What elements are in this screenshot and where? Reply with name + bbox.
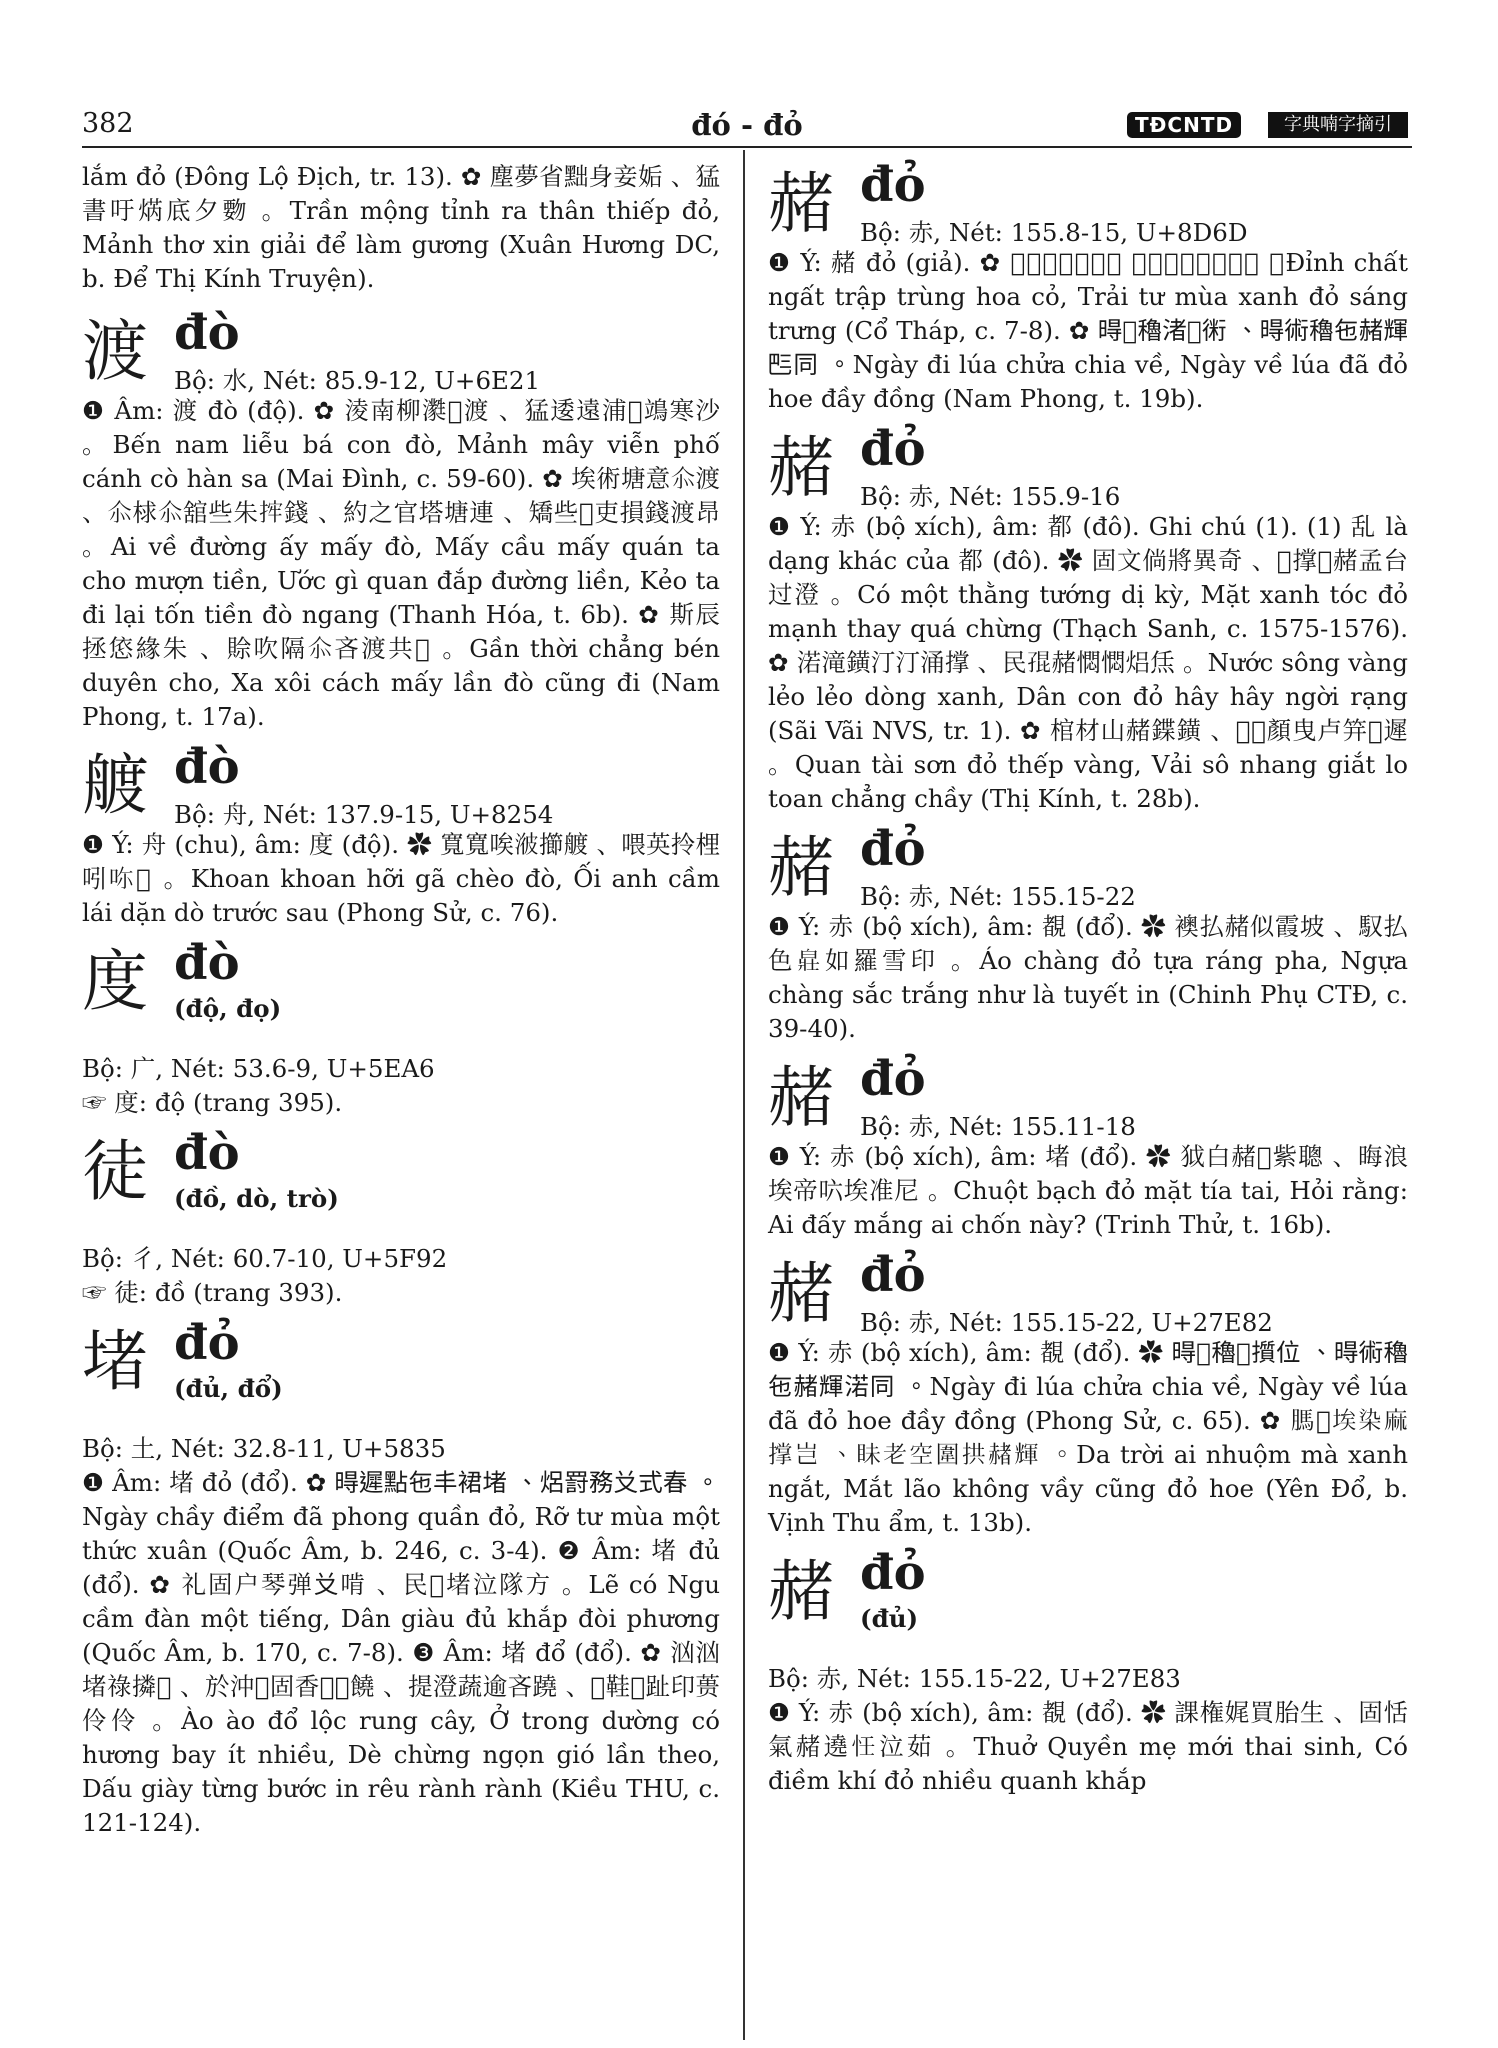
entry-body: ❶ Âm: 渡 đò (độ). ✿ 淩南柳㶋𣘃渡 、猛逶遠浦𦏀鴗寒沙 。Bến nam liễu bá con đò, Mảnh mây viễn phố cánh cò hàn sa (Mai Đình, c. 59-60). ✿ 埃術塘意𠇍渡 、𠇍梂𠇍舘些朱𢭂錢 、約之官塔塘連 、矯些𨖲吏損錢渡昂 。Ai về đường ấy mấy đò, Mấy cầu mấy quán ta cho mượn tiền, Ước gì quan đắp đường liền, Kẻo ta đi lại tốn tiền đò ngang (Thanh Hóa, t. 6b). ✿ 斯辰拯㥋緣朱 、賒吹隔𠇍吝渡共𨖲 。Gần thời chẳng bén duyên cho, Xa xôi cách mấy lần đò cũng đi (Nam Phong, t. 17a). <box>82 396 720 731</box>
running-title: đó - đỏ <box>691 108 803 142</box>
dictionary-entry <box>768 1247 1408 1540</box>
entry-body: ❶ Ý: 赤 (bộ xích), âm: 覩 (đổ). ✿ 𣈜𨖲穭𤃠㩫位 、𣈜術穭㐌赭輝渃同 。Ngày đi lúa chửa chia về, Ngày về lúa đã đỏ hoe đầy đồng (Phong Sử, c. 65). ✿ 𦟐𡗶埃染麻撑岂 、眛老空圍拱赭輝 。Da trời ai nhuộm mà xanh ngắt, Mắt lão không vầy cũng đỏ hoe (Yên Đổ, b. Vịnh Thu ẩm, t. 13b). <box>768 1338 1408 1537</box>
entry-head <box>768 157 1408 247</box>
entry-head <box>82 935 720 1052</box>
entry-character: 赭 <box>768 1059 834 1136</box>
entry-headword: đỏ <box>860 157 926 213</box>
dictionary-entry <box>82 1125 720 1310</box>
entry-meta: Bộ: 赤, Nét: 155.8-15, U+8D6D <box>860 218 1248 247</box>
entry-body: ❶ Ý: 赭 đỏ (giả). ✿ 𡶀質屹𧍍重花鞋 、𠷥罸務樣赭創𢫝 。Đỉnh chất ngất trập trùng hoa cỏ, Trải tư mùa xanh đỏ sáng trưng (Cổ Tháp, c. 7-8). ✿ 𣈜𨖲穭渚𢺺𧗱 、𣈜術穭㐌赭輝𠀧同 。Ngày đi lúa chửa chia về, Ngày về lúa đã đỏ hoe đầy đồng (Nam Phong, t. 19b). <box>768 248 1408 413</box>
entry-head <box>768 821 1408 911</box>
entry-body: ☞ 度: độ (trang 395). <box>82 1088 343 1117</box>
entry-meta: Bộ: 广, Nét: 53.6-9, U+5EA6 <box>82 1054 435 1083</box>
entry-meta: Bộ: 赤, Nét: 155.9-16 <box>860 482 1121 511</box>
entry-body: ❶ Âm: 堵 đỏ (đổ). ✿ 𣈜遲點㐌丰裙堵 、焒罸務𠬠式春 。Ngày chầy điểm đã phong quần đỏ, Rỡ tư mùa một thức xuân (Quốc Âm, b. 246, c. 3-4). ❷ Âm: 堵 đủ (đổ). ✿ 礼固户琴弹𠬠啃 、民𩵜堵泣隊方 。Lẽ có Ngu cầm đàn một tiếng, Dân giàu đủ khắp đòi phương (Quốc Âm, b. 170, c. 7-8). ❸ Âm: 堵 đổ (đổ). ✿ 汹汹堵祿撛𣘃 、於沖𨤔固香𩙻𠃣饒 、提澄蔬逾吝蹺 、𨀈鞋𠓀趾印蒉伶伶 。Ào ào đổ lộc rung cây, Ở trong dường có hương bay ít nhiều, Dè chừng ngọn gió lần theo, Dấu giày từng bước in rêu rành rành (Kiều THU, c. 121-124). <box>82 1468 720 1837</box>
entry-meta: Bộ: 赤, Nét: 155.11-18 <box>860 1112 1136 1141</box>
dictionary-entry <box>82 305 720 734</box>
dictionary-entry <box>768 421 1408 816</box>
entry-meta: Bộ: 赤, Nét: 155.15-22, U+27E82 <box>860 1308 1273 1337</box>
entry-character: 艔 <box>82 747 148 824</box>
entry-body: ❶ Ý: 赤 (bộ xích), âm: 都 (đô). Ghi chú (1). (1) 乱 là dạng khác của 都 (đô). ✿ 固文倘將異奇 、𢶼撑𩯀赭孟台过澄 。Có một thằng tướng dị kỳ, Mặt xanh tóc đỏ mạnh thay quá chừng (Thạch Sanh, c. 1575-1576). ✿ 渃滝鐄汀汀涌撑 、民𡥵赭㦖㦖焒㶵 。Nước sông vàng lẻo lẻo dòng xanh, Dân con đỏ hây hây ngời rạng (Sãi Vãi NVS, tr. 1). ✿ 棺材山赭鍱鐄 、𩈘𦄾顏曳卢笄𡉦遲 。Quan tài sơn đỏ thếp vàng, Vải sô nhang giắt lo toan chẳng chầy (Thị Kính, t. 28b). <box>768 512 1408 813</box>
entry-body: ❶ Ý: 赤 (bộ xích), âm: 覩 (đổ). ✿ 課権娓買胎生 、固恬氣赭遶𢗖泣茹 。Thuở Quyền mẹ mới thai sinh, Có điềm khí đỏ nhiều quanh khắp <box>768 1698 1408 1795</box>
dictionary-entry <box>768 821 1408 1046</box>
dictionary-entry <box>768 1545 1408 1798</box>
entry-meta: Bộ: 舟, Nét: 137.9-15, U+8254 <box>174 800 554 829</box>
column-divider <box>743 150 745 2040</box>
entry-headword: đỏ <box>860 1051 926 1107</box>
entry-headword: đò <box>174 1125 240 1181</box>
entry-meta: Bộ: 水, Nét: 85.9-12, U+6E21 <box>174 366 541 395</box>
entry-character: 赭 <box>768 165 834 242</box>
entry-readings: (đủ) <box>860 1604 919 1633</box>
entry-character: 赭 <box>768 429 834 506</box>
right-column <box>768 157 1408 1798</box>
dictionary-logo: 字典喃字摘引 <box>1268 112 1408 138</box>
entry-headword: đỏ <box>860 421 926 477</box>
entry-body: ❶ Ý: 赤 (bộ xích), âm: 覩 (đổ). ✿ 襖払赭似霞坡 、馭払色𤽸如羅雪印 。Áo chàng đỏ tựa ráng pha, Ngựa chàng sắc trắng như là tuyết in (Chinh Phụ CTĐ, c. 39-40). <box>768 912 1408 1043</box>
dictionary-entry <box>768 1051 1408 1242</box>
entry-head <box>768 1051 1408 1141</box>
entry-headword: đỏ <box>174 1315 240 1371</box>
entry-head <box>768 1545 1408 1662</box>
dictionary-entry <box>82 739 720 930</box>
entry-headword: đò <box>174 739 240 795</box>
entry-headword: đỏ <box>860 1247 926 1303</box>
entry-character: 赭 <box>768 1255 834 1332</box>
entry-head <box>82 1125 720 1242</box>
page-header <box>82 108 1412 144</box>
left-column <box>82 160 720 1840</box>
dictionary-entry <box>768 157 1408 416</box>
entry-meta: Bộ: 赤, Nét: 155.15-22, U+27E83 <box>768 1664 1181 1693</box>
entry-character: 堵 <box>82 1323 148 1400</box>
entry-readings: (đồ, dò, trò) <box>174 1184 339 1213</box>
dictionary-entry <box>82 1315 720 1840</box>
entry-headword: đò <box>174 935 240 991</box>
entry-headword: đò <box>174 305 240 361</box>
entry-head <box>82 1315 720 1432</box>
entry-head <box>82 739 720 829</box>
entry-body: ❶ Ý: 舟 (chu), âm: 度 (độ). ✿ 寬寬唉𣷭擳艔 、喂英拎梩吲𠰚𡢐 。Khoan khoan hỡi gã chèo đò, Ối anh cầm lái dặn dò trước sau (Phong Sử, c. 76). <box>82 830 720 927</box>
continuation-text: lắm đỏ (Đông Lộ Địch, tr. 13). ✿ 塵夢省黜身妾姤 、猛書吁焫底夕覅 。Trần mộng tỉnh ra thân thiếp đỏ, Mảnh thơ xin giải để làm gương (Xuân Hương DC, b. Để Thị Kính Truyện). <box>82 162 720 293</box>
entry-head <box>768 1247 1408 1337</box>
entry-meta: Bộ: 彳, Nét: 60.7-10, U+5F92 <box>82 1244 448 1273</box>
page-number: 382 <box>82 108 134 139</box>
entry-character: 徒 <box>82 1133 148 1210</box>
entry-meta: Bộ: 赤, Nét: 155.15-22 <box>860 882 1136 911</box>
entry-body: ❶ Ý: 赤 (bộ xích), âm: 堵 (đổ). ✿ 狘白赭𩈘紫聰 、晦浪埃帝𠯿埃准尼 。Chuột bạch đỏ mặt tía tai, Hỏi rằng: Ai đấy mắng ai chốn này? (Trinh Thử, t. 16b). <box>768 1142 1408 1239</box>
entry-character: 渡 <box>82 313 148 390</box>
entry-head <box>82 305 720 395</box>
entry-headword: đỏ <box>860 821 926 877</box>
entry-headword: đỏ <box>860 1545 926 1601</box>
entry-head <box>768 421 1408 511</box>
entry-readings: (độ, đọ) <box>174 994 282 1023</box>
dictionary-entry <box>82 935 720 1120</box>
entry-meta: Bộ: 土, Nét: 32.8-11, U+5835 <box>82 1434 446 1463</box>
entry-body: ☞ 徒: đồ (trang 393). <box>82 1278 343 1307</box>
entry-character: 度 <box>82 943 148 1020</box>
entry-character: 赭 <box>768 1553 834 1630</box>
publisher-logo: TĐCNTD <box>1127 112 1241 138</box>
entry-readings: (đủ, đổ) <box>174 1374 283 1403</box>
header-rule <box>82 146 1412 148</box>
entry-character: 赭 <box>768 829 834 906</box>
